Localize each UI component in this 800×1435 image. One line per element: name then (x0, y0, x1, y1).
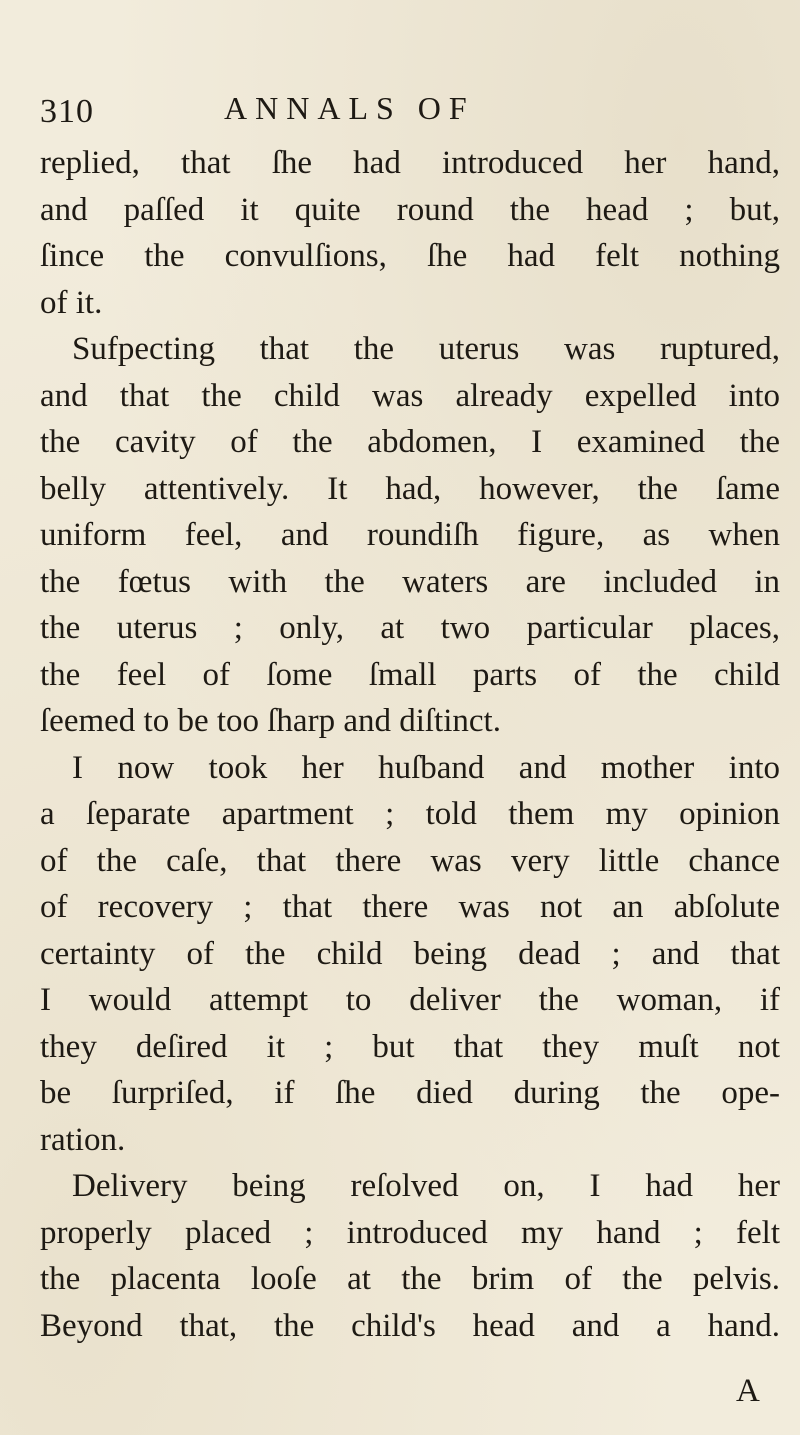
text-line: Beyond that, the child's head and a hand. (40, 1307, 780, 1344)
text-line: a ſeparate apartment ; told them my opinion (40, 796, 780, 832)
text-line: replied, that ſhe had introduced her hand, (40, 145, 780, 181)
text-line: and paſſed it quite round the head ; but, (40, 191, 780, 228)
text-line: and that the child was already expelled into (40, 377, 780, 414)
text-line: of recovery ; that there was not an abſolute (40, 889, 780, 925)
text-line: ſince the convulſions, ſhe had felt nothing (40, 238, 780, 274)
text-line: certainty of the child being dead ; and that (40, 935, 780, 972)
text-line: I would attempt to deliver the woman, if (40, 982, 780, 1018)
text-line: ſeemed to be too ſharp and diſtinct. (40, 703, 501, 739)
text-line: the cavity of the abdomen, I examined the (40, 424, 780, 460)
text-line: be ſurpriſed, if ſhe died during the ope- (40, 1075, 780, 1111)
body-text (40, 140, 780, 1349)
text-line: I now took her huſband and mother into (72, 749, 780, 786)
text-line: ration. (40, 1121, 126, 1158)
text-line: the fœtus with the waters are included in (40, 563, 780, 600)
catchword: A (736, 1373, 760, 1409)
text-line: Delivery being reſolved on, I had her (72, 1168, 780, 1204)
text-line: of it. (40, 284, 103, 321)
text-line: the feel of ſome ſmall parts of the child (40, 656, 780, 693)
text-line: of the caſe, that there was very little chance (40, 842, 780, 879)
text-line: Sufpecting that the uterus was ruptured, (72, 331, 780, 367)
page-number: 310 (40, 93, 94, 130)
text-line: the uterus ; only, at two particular places, (40, 610, 780, 646)
text-line: uniform feel, and roundiſh figure, as when (40, 517, 780, 553)
text-line: belly attentively. It had, however, the ſame (40, 470, 780, 507)
text-line: they deſired it ; but that they muſt not (40, 1028, 780, 1065)
text-line: properly placed ; introduced my hand ; felt (40, 1214, 780, 1251)
text-line: the placenta looſe at the brim of the pelvis. (40, 1261, 780, 1297)
running-head: ANNALS OF (224, 90, 475, 126)
